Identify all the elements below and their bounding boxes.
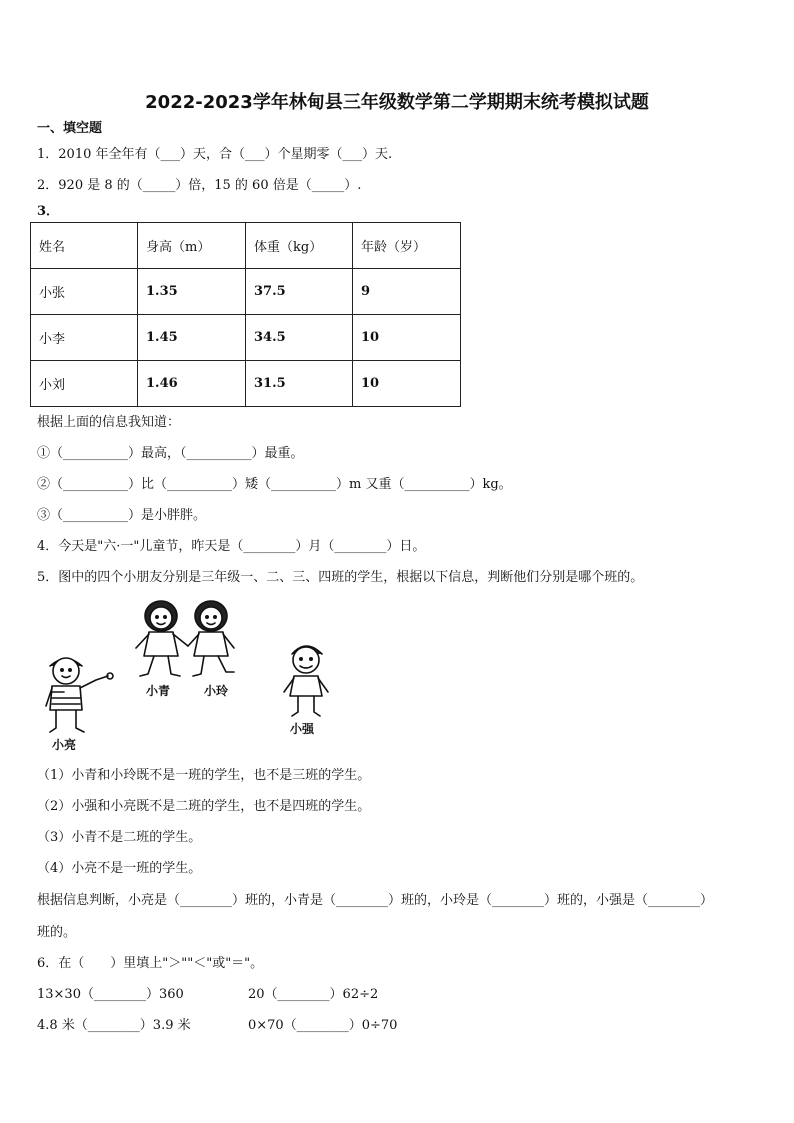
caption-ling: 小玲 [204,684,229,698]
question-5-answer: 根据信息判断，小亮是（________）班的，小青是（________）班的，小玲是（________）班的，小强是（________） [37,893,714,908]
table-cell: 1.46 [138,361,246,407]
table-header-cell: 年龄（岁） [353,223,461,269]
table-row [31,361,461,407]
question-5: 5．图中的四个小朋友分别是三年级一、二、三、四班的学生，根据以下信息，判断他们分别是哪个班的。 [37,570,644,585]
table-cell: 小张 [31,269,138,315]
question-6-item: 13×30（________）360 [37,987,184,1002]
question-4: 4．今天是"六·一"儿童节，昨天是（________）月（________）日。 [37,539,426,554]
table-cell: 34.5 [246,315,353,361]
caption-qing: 小青 [146,684,171,698]
caption-liang: 小亮 [52,738,77,752]
question-5-answer-continued: 班的。 [37,925,77,940]
table-cell: 1.45 [138,315,246,361]
table-header-cell: 姓名 [31,223,138,269]
question-3-intro: 根据上面的信息我知道： [37,415,181,430]
table-cell: 10 [353,315,461,361]
girl-qing-figure [136,601,188,676]
question-3-part-2: ②（__________）比（__________）矮（__________）m 又重（__________）kg。 [37,477,512,492]
question-1: 1．2010 年全年有（___）天，合（___）个星期零（___）天. [37,147,393,162]
table-row [31,315,461,361]
table-row [31,269,461,315]
table-cell: 小刘 [31,361,138,407]
table-cell: 37.5 [246,269,353,315]
table-header-row [31,223,461,269]
clue-4: （4）小亮不是一班的学生。 [37,861,202,876]
table-cell: 1.35 [138,269,246,315]
question-6-item: 20（________）62÷2 [248,987,379,1002]
table-header-cell: 体重（kg） [246,223,353,269]
question-3-part-1: ①（__________）最高，（__________）最重。 [37,446,304,461]
table-cell: 小李 [31,315,138,361]
section-heading-fill-in: 一、填空题 [37,121,103,136]
table-header-cell: 身高（m） [138,223,246,269]
question-6-item: 0×70（________）0÷70 [248,1018,398,1033]
clue-3: （3）小青不是二班的学生。 [37,830,202,845]
caption-qiang: 小强 [290,722,315,736]
question-3-label: 3． [37,204,60,219]
boy-liang-figure [46,658,113,732]
children-illustration [36,596,356,756]
table-cell: 31.5 [246,361,353,407]
table-cell: 10 [353,361,461,407]
clue-2: （2）小强和小亮既不是二班的学生，也不是四班的学生。 [37,799,371,814]
question-3-part-3: ③（__________）是小胖胖。 [37,508,207,523]
page-title: 2022-2023学年林甸县三年级数学第二学期期末统考模拟试题 [145,92,649,113]
clue-1: （1）小青和小玲既不是一班的学生，也不是三班的学生。 [37,768,371,783]
table-cell: 9 [353,269,461,315]
student-info-table [30,222,461,407]
boy-qiang-figure [284,646,328,716]
girl-ling-figure [188,601,234,676]
question-6: 6．在（ ）里填上"＞""＜"或"＝"。 [37,956,264,971]
question-6-item: 4.8 米（________）3.9 米 [37,1018,191,1033]
question-2: 2．920 是 8 的（_____）倍，15 的 60 倍是（_____）. [37,178,362,193]
